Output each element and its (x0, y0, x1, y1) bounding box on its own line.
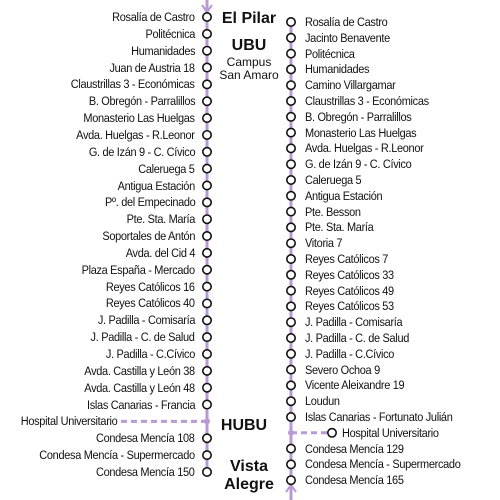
right-stop-circle (287, 397, 295, 405)
right-stop-label: Reyes Católicos 7 (305, 252, 389, 266)
right-stop-label: Monasterio Las Huelgas (305, 125, 417, 140)
right-stop-label: Caleruega 5 (305, 173, 362, 187)
hub-san-amaro: San Amaro (219, 68, 279, 82)
left-stop-label: Juan de Austria 18 (109, 60, 195, 75)
left-stop-label: Politécnica (145, 26, 195, 41)
right-stop-circle (287, 476, 295, 484)
right-stop-label: J. Padilla - Comisaría (305, 315, 403, 330)
right-stop-circle (287, 318, 295, 326)
left-stop-label: Plaza España - Mercado (81, 262, 195, 277)
left-stop-circle (203, 215, 211, 223)
left-stop-circle (203, 367, 211, 375)
right-stop-label: Condesa Mencía 129 (305, 441, 404, 456)
left-stop-label: G. de Izán 9 - C. Cívico (88, 144, 195, 159)
left-stop-label: Avda. Castilla y León 38 (84, 363, 195, 378)
right-stop-label: Humanidades (305, 62, 370, 77)
left-stop-label: Hospital Universitario (20, 414, 117, 429)
left-stop-label: Islas Canarias - Francia (86, 397, 195, 412)
right-stop-label: Pte. Besson (305, 204, 361, 219)
right-stop-circle (287, 160, 295, 168)
right-stop-circle (287, 192, 295, 200)
right-stop-circle (287, 444, 295, 452)
right-stop-label: J. Padilla - C.Cívico (305, 346, 395, 361)
left-stop-label: Soportales de Antón (102, 229, 195, 244)
left-stop-label: Humanidades (130, 43, 195, 58)
right-stop-label: Vicente Aleixandre 19 (305, 378, 405, 393)
left-stop-label: Avda. del Cid 4 (125, 245, 195, 260)
left-stop-label: Caleruega 5 (138, 161, 195, 176)
hub-el-pilar: El Pilar (221, 10, 277, 27)
right-stop-label: Reyes Católicos 49 (305, 283, 394, 298)
left-stop-label: J. Padilla - Comisaría (97, 313, 195, 328)
right-stop-circle (287, 49, 295, 57)
hub-alegre: Alegre (224, 476, 274, 493)
right-stop-circle (287, 239, 295, 247)
left-stop-circle (203, 97, 211, 105)
left-stop-label: Avda. Castilla y León 48 (84, 380, 195, 395)
left-stop-label: Condesa Mencía 150 (96, 464, 195, 479)
left-stop-circle (203, 164, 211, 172)
right-stop-label: Islas Canarias - Fortunato Julián (305, 410, 453, 424)
left-stop-circle (203, 114, 211, 122)
right-stop-circle (287, 18, 295, 26)
right-stop-label: Jacinto Benavente (305, 30, 390, 45)
right-hospital-circle (328, 429, 336, 437)
right-stop-label: J. Padilla - C. de Salud (305, 331, 410, 345)
left-stop-circle (203, 249, 211, 257)
right-stop-label: Hospital Universitario (342, 425, 439, 440)
hub-hubu: HUBU (220, 417, 268, 434)
right-stop-circle (287, 302, 295, 310)
right-stop-circle (287, 286, 295, 294)
right-stop-circle (287, 460, 295, 468)
right-stop-circle (287, 34, 295, 42)
right-stop-label: Antigua Estación (305, 188, 383, 203)
left-stop-circle (203, 198, 211, 206)
right-stop-label: Claustrillas 3 - Económicas (305, 94, 429, 108)
left-stop-label: Antigua Estación (117, 178, 195, 193)
right-stop-circle (287, 413, 295, 421)
hub-campus: Campus (226, 55, 272, 69)
left-stop-label: Rosalía de Castro (112, 10, 195, 24)
right-stop-circle (287, 81, 295, 89)
right-stop-circle (287, 113, 295, 121)
right-stop-circle (287, 334, 295, 342)
left-stop-circle (203, 232, 211, 240)
right-stop-label: Condesa Mencía - Supermercado (305, 457, 461, 472)
right-stop-label: Reyes Católicos 53 (305, 299, 394, 314)
right-stop-label: Reyes Católicos 33 (305, 267, 394, 282)
right-stop-circle (287, 223, 295, 231)
left-stop-circle (203, 434, 211, 442)
right-stop-label: Politécnica (305, 46, 355, 61)
left-stop-label: Pte. Sta. María (126, 212, 195, 227)
left-stop-label: Reyes Católicos 16 (106, 279, 195, 294)
left-stop-label: B. Obregón - Parralillos (88, 94, 195, 109)
left-stop-label: Claustrillas 3 - Económicas (71, 77, 195, 92)
right-stop-circle (287, 350, 295, 358)
left-stop-circle (203, 282, 211, 290)
right-stop-label: B. Obregón - Parralillos (305, 109, 412, 124)
hub-ubu: UBU (231, 37, 267, 54)
left-stop-circle (203, 299, 211, 307)
hub-vista: Vista (230, 458, 268, 475)
right-stop-circle (287, 255, 295, 263)
left-stop-label: Reyes Católicos 40 (106, 296, 195, 311)
left-stop-label: J. Padilla - C.Cívico (105, 347, 195, 361)
right-stop-label: G. de Izán 9 - C. Cívico (305, 157, 412, 172)
left-stop-circle (203, 350, 211, 358)
left-stop-label: Avda. Huelgas - R.Leonor (76, 127, 195, 142)
right-stop-circle (287, 381, 295, 389)
left-stop-circle (203, 333, 211, 341)
right-stop-circle (287, 365, 295, 373)
right-stop-label: Avda. Huelgas - R.Leonor (305, 141, 424, 156)
left-stop-circle (203, 148, 211, 156)
left-stop-label: J. Padilla - C. de Salud (90, 330, 195, 345)
left-stop-label: Pº. del Empecinado (104, 195, 195, 210)
right-branch-junction (288, 430, 294, 436)
left-stop-circle (203, 266, 211, 274)
right-stop-label: Condesa Mencía 165 (305, 473, 404, 488)
right-stop-circle (287, 128, 295, 136)
left-stop-label: Condesa Mencía 108 (96, 431, 195, 446)
right-stop-label: Camino Villargamar (305, 78, 396, 93)
right-stop-circle (287, 144, 295, 152)
right-stop-label: Rosalía de Castro (305, 15, 388, 29)
left-stop-circle (203, 316, 211, 324)
right-stop-circle (287, 271, 295, 279)
left-stop-label: Condesa Mencía - Supermercado (39, 448, 195, 463)
left-stop-circle (203, 181, 211, 189)
left-stop-circle (203, 400, 211, 408)
right-stop-circle (287, 207, 295, 215)
right-stop-label: Severo Ochoa 9 (305, 362, 380, 377)
right-stop-label: Vitoria 7 (305, 236, 343, 251)
left-stop-label: Monasterio Las Huelgas (83, 111, 195, 126)
right-stop-circle (287, 97, 295, 105)
right-stop-circle (287, 65, 295, 73)
right-stop-label: Loudun (305, 394, 340, 409)
left-stop-circle (203, 384, 211, 392)
right-stop-circle (287, 176, 295, 184)
right-stop-label: Pte. Sta. María (305, 220, 374, 235)
left-stop-circle (203, 131, 211, 139)
